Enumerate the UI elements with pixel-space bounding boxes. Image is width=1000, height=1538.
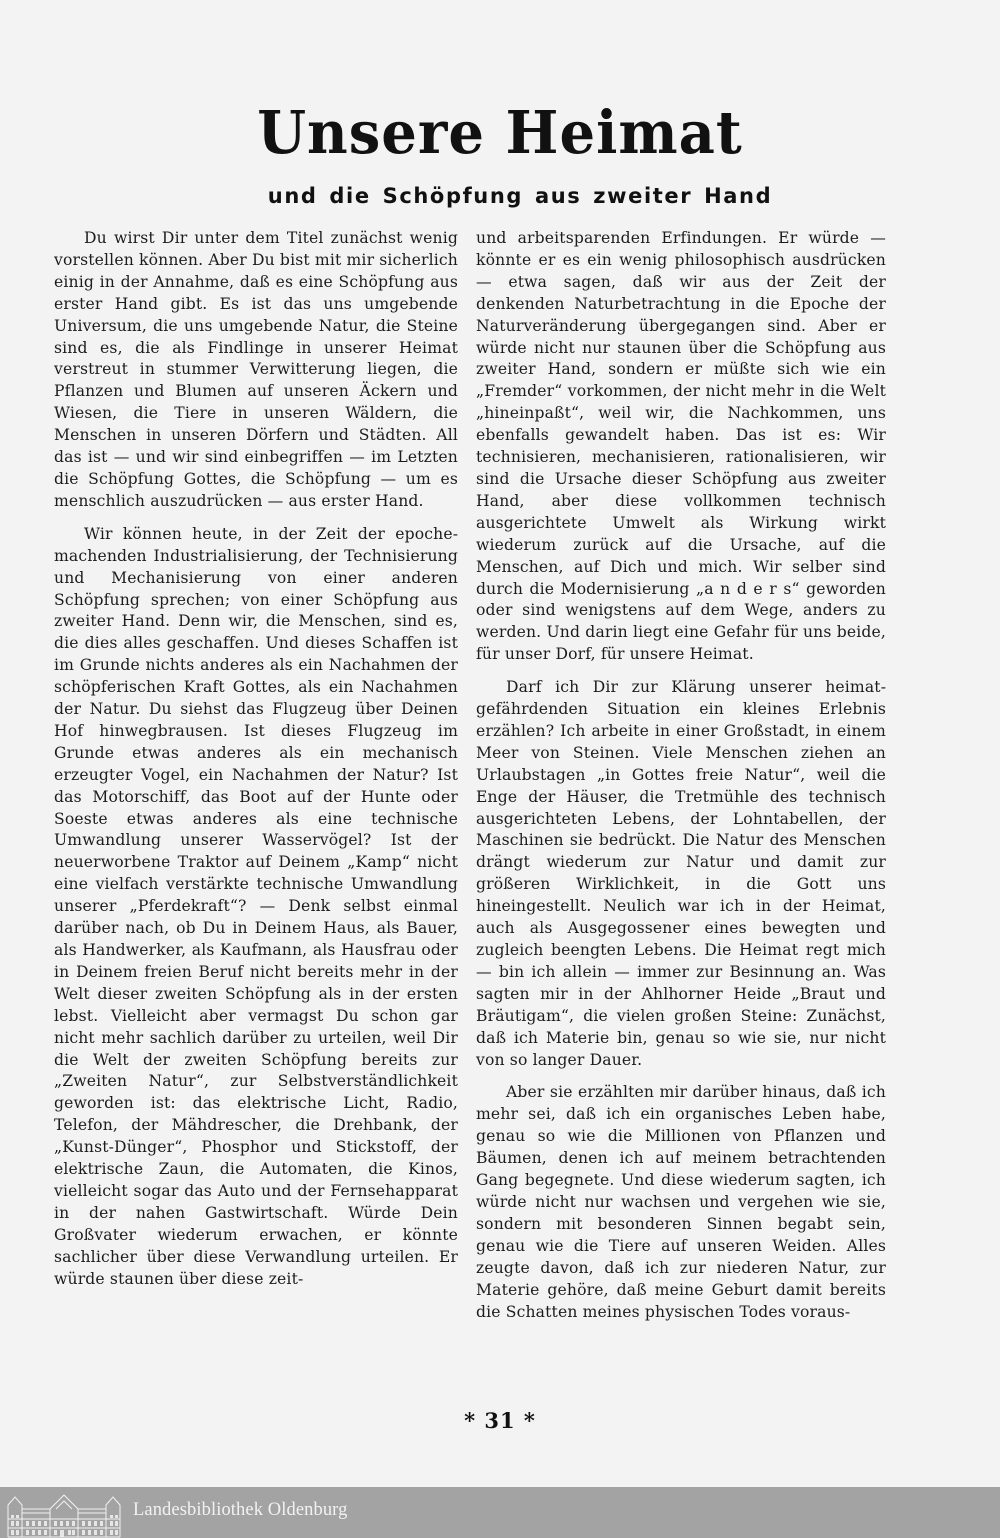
paragraph: Aber sie erzählten mir darüber hinaus, daß ich mehr sei, daß ich ein organisches Leben habe, genau so wie die Millionen von Pflanzen und Bäumen, denen ich auf meinem betrachtenden Gang begegnete. Und diese wiederum sagten, ich würde nicht nur wachsen und vergehen wie sie, sondern mit besonderen Sinnen begabt sein, genau wie die Tiere auf unseren Weiden. Alles zeugte davon, daß ich zur niederen Natur, zur Materie gehöre, daß meine Geburt damit bereits die Schatten meines physischen Todes voraus- — [476, 1083, 886, 1321]
paragraph-continuation: und arbeitsparenden Erfindungen. Er würde — könnte er es ein wenig philosophisch ausdrücken — etwa sagen, daß wir aus der Zeit der denkenden Naturbetrachtung in die Epoche der Naturveränderung übergegangen sind. Aber er würde nicht nur staunen über die Schöpfung aus zweiter Hand, sondern er müßte sich wie ein „Fremder“ vorkommen, der nicht mehr in die Welt „hineinpaßt“, weil wir, die Nachkommen, uns ebenfalls gewandelt haben. Das ist es: Wir technisieren, mechanisieren, rationalisieren, wir sind die Ursache dieser Schöpfung aus zweiter Hand, aber diese vollkommen technisch ausgerichtete Umwelt als Wirkung wirkt wiederum zurück auf die Ursache, auf die Menschen, auf Dich und mich. Wir selber sind durch die Modernisierung „a n d e r s“ geworden oder sind wenigstens auf dem Wege, anders zu werden. Und darin liegt eine Gefahr für uns beide, für unser Dorf, für unsere Heimat. — [476, 229, 886, 664]
left-column — [54, 228, 458, 1302]
library-footer-band — [0, 1487, 1000, 1538]
article-title: Unsere Heimat — [257, 98, 743, 168]
library-name: Landesbibliothek Oldenburg — [133, 1500, 348, 1520]
paragraph: Darf ich Dir zur Klärung unserer heimatgefährdenden Situation ein kleines Erlebnis erzählen? Ich arbeite in einer Großstadt, in einem Meer von Steinen. Viele Menschen ziehen an Urlaubstagen „in Gottes freie Natur“, weil die Enge der Häuser, die Tretmühle des technisch ausgerichteten Lebens, der Lohntabellen, der Maschinen sie bedrückt. Die Natur des Menschen drängt wiederum zur Natur und damit zur größeren Wirklichkeit, in die Gott uns hineingestellt. Neulich war ich in der Heimat, auch als Ausgegossener eines bewegten und zugleich beengten Lebens. Die Heimat regt mich — bin ich allein — immer zur Besinnung an. Was sagten mir in der Ahlhorner Heide „Braut und Bräutigam“, die vielen großen Steine: Zunächst, daß ich Materie bin, genau so wie sie, nur nicht von so langer Dauer. — [476, 678, 886, 1069]
paragraph: Du wirst Dir unter dem Titel zunächst wenig vorstellen können. Aber Du bist mit mir sicherlich einig in der Annahme, daß es eine Schöpfung aus erster Hand gibt. Es ist das uns umgebende Universum, die uns umgebende Natur, die Steine sind es, die als Findlinge in unserer Heimat verstreut in stummer Verwitterung liegen, die Pflanzen und Blumen auf unseren Äckern und Wiesen, die Tiere in unseren Wäldern, die Menschen in unseren Dörfern und Städten. All das ist — und wir sind einbegriffen — im Letzten die Schöpfung Gottes, die Schöpfung — um es menschlich auszudrücken — aus erster Hand. — [54, 229, 458, 510]
page-number: * 31 * — [464, 1408, 536, 1433]
library-building-icon — [6, 1491, 123, 1538]
paragraph: Wir können heute, in der Zeit der epochemachenden Industrialisierung, der Technisierung und Mechanisierung von einer anderen Schöpfung sprechen; von einer Schöpfung aus zweiter Hand. Denn wir, die Menschen, sind es, die dies alles geschaffen. Und dieses Schaffen ist im Grunde nichts anderes als ein Nachahmen der schöpferischen Kraft Gottes, als ein Nachahmen der Natur. Du siehst das Flugzeug über Deinen Hof hinwegbrausen. Ist dieses Flugzeug im Grunde etwas anderes als ein mechanisch erzeugter Vogel, ein Nachahmen der Natur? Ist das Motorschiff, das Boot auf der Hunte oder Soeste etwas anderes als eine technische Umwandlung unserer Wasservögel? Ist der neuerworbene Traktor auf Deinem „Kamp“ nicht eine vielfach verstärkte technische Umwandlung unserer „Pferdekraft“? — Denk selbst einmal darüber nach, ob Du in Deinem Haus, als Bauer, als Handwerker, als Kaufmann, als Hausfrau oder in Deinem freien Beruf nicht bereits mehr in der Welt dieser zweiten Schöpfung als in der ersten lebst. Vielleicht aber vermagst Du schon gar nicht mehr sachlich darüber zu urteilen, weil Dir die Welt der zweiten Schöpfung bereits zur „Zweiten Natur“, zur Selbstverständlichkeit geworden ist: das elektrische Licht, Radio, Telefon, der Mähdrescher, die Drehbank, der „Kunst-Dünger“, Phosphor und Stickstoff, der elektrische Zaun, die Automaten, die Kinos, vielleicht sogar das Auto und der Fernsehapparat in der nahen Gastwirtschaft. Würde Dein Großvater wiederum erwachen, er könnte sachlicher über diese Verwandlung urteilen. Er würde staunen über diese zeit- — [54, 524, 458, 1288]
article-subtitle: und die Schöpfung aus zweiter Hand — [267, 184, 773, 208]
right-column — [476, 228, 886, 1334]
